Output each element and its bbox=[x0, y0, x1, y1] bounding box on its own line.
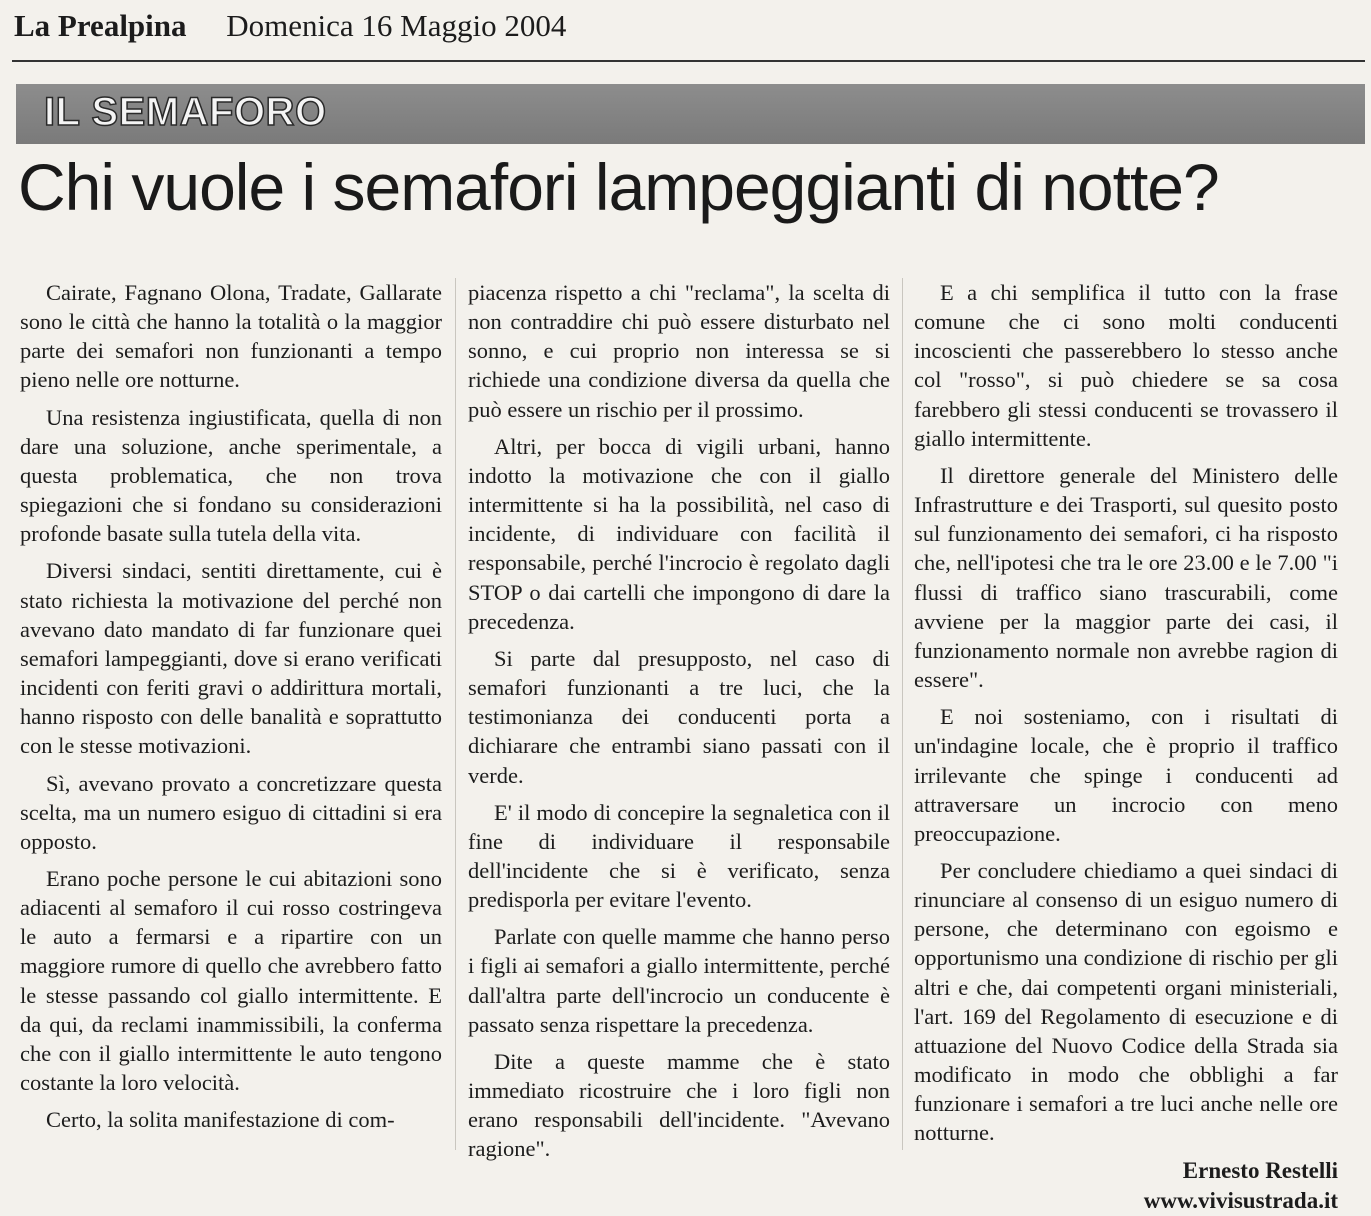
column-divider bbox=[902, 278, 903, 1150]
author-website: www.vivisustrada.it bbox=[1143, 1187, 1338, 1213]
paragraph: Diversi sindaci, sentiti direttamente, cui è stato richiesta la motivazione del perché non avevano dato mandato di far funzionare quei semafori lampeggianti, dove si erano verificati incidenti con feriti gravi o addirittura mortali, hanno risposto con delle banalità e soprattutto con le stesse motivazioni. bbox=[20, 558, 442, 759]
paragraph: Cairate, Fagnano Olona, Tradate, Gallarate sono le città che hanno la totalità o la maggior parte dei semafori non funzionanti a tempo pieno nelle ore notturne. bbox=[20, 280, 442, 393]
paragraph: E' il modo di concepire la segnaletica con il fine di individuare il responsabile dell'incidente che si è verificato, senza predisporla per evitare l'evento. bbox=[468, 799, 890, 913]
paragraph: Dite a queste mamme che è stato immediato ricostruire che i loro figli non erano responsabili dell'incidente. "Avevano ragione". bbox=[468, 1048, 890, 1162]
paragraph: Altri, per bocca di vigili urbani, hanno indotto la motivazione che con il giallo intermittente si ha la possibilità, nel caso di incidente, di individuare con facilità il responsabile, perché l'incrocio è regolato dagli STOP o dai cartelli che impongono di dare la precedenza. bbox=[468, 433, 890, 634]
newspaper-name: La Prealpina bbox=[14, 8, 187, 43]
paragraph: Per concludere chiediamo a quei sindaci di rinunciare al consenso di un esiguo numero di persone, che determinano con egoismo e opportunismo una condizione di rischio per gli altri e che, dai competenti organi ministeriali, l'art. 169 del Regolamento di esecuzione e di attuazione del Nuovo Codice della Strada sia modificato in modo che obblighi a far funzionare i semafori a tre luci anche nelle ore notturne. bbox=[914, 857, 1338, 1146]
masthead-rule bbox=[12, 60, 1365, 62]
article-column-3 bbox=[914, 278, 1338, 1216]
paragraph: Il direttore generale del Ministero delle Infrastrutture e dei Trasporti, sul quesito posto sul funzionamento dei semafori, ci ha risposto che, nell'ipotesi che tra le ore 23.00 e le 7.00 "i flussi di traffico siano trascurabili, come avviene per la maggior parte dei casi, il funzionamento normale non avrebbe ragion di essere". bbox=[914, 462, 1338, 693]
author-name: Ernesto Restelli bbox=[1182, 1157, 1338, 1183]
paragraph: Una resistenza ingiustificata, quella di non dare una soluzione, anche sperimentale, a questa problematica, che non trova spiegazioni che si fondano su considerazioni profonde basate sulla tutela della vita. bbox=[20, 404, 442, 547]
section-label: IL SEMAFORO bbox=[44, 90, 327, 134]
masthead bbox=[14, 8, 566, 44]
paragraph: E noi sosteniamo, con i risultati di un'indagine locale, che è proprio il traffico irrilevante che spinge i conducenti ad attraversare un incrocio con meno preoccupazione. bbox=[914, 704, 1338, 846]
paragraph: Erano poche persone le cui abitazioni sono adiacenti al semaforo il cui rosso costringeva le auto a fermarsi e a ripartire con un maggiore rumore di quello che avrebbero fatto le stesse passando col giallo intermittente. E da qui, da reclami inammissibili, la conferma che con il giallo intermittente le auto tengono costante la loro velocità. bbox=[20, 865, 442, 1096]
paragraph: Sì, avevano provato a concretizzare questa scelta, ma un numero esiguo di cittadini si era opposto. bbox=[20, 770, 442, 854]
paragraph: Parlate con quelle mamme che hanno perso i figli ai semafori a giallo intermittente, perché dall'altra parte dell'incrocio un conducente è passato senza rispettare la precedenza. bbox=[468, 924, 890, 1037]
article-headline: Chi vuole i semafori lampeggianti di notte? bbox=[18, 150, 1219, 224]
column-divider bbox=[455, 278, 456, 1150]
issue-date: Domenica 16 Maggio 2004 bbox=[226, 8, 567, 43]
paragraph: Si parte dal presupposto, nel caso di semafori funzionanti a tre luci, che la testimonianza dei conducenti porta a dichiarare che entrambi siano passati con il verde. bbox=[468, 645, 890, 788]
paragraph: Certo, la solita manifestazione di com- bbox=[46, 1107, 395, 1133]
paragraph: piacenza rispetto a chi "reclama", la scelta di non contraddire chi può essere disturbato nel sonno, e cui proprio non interessa se si richiede una condizione diversa da quella che può essere un rischio per il prossimo. bbox=[468, 280, 890, 422]
paragraph: E a chi semplifica il tutto con la frase comune che ci sono molti conducenti incoscienti che passerebbero lo stesso anche col "rosso", si può chiedere se sa cosa farebbero gli stessi conducenti se trovassero il giallo intermittente. bbox=[914, 280, 1338, 451]
section-banner bbox=[16, 84, 1365, 144]
article-column-2 bbox=[468, 278, 890, 1172]
article-column-1 bbox=[20, 278, 442, 1142]
